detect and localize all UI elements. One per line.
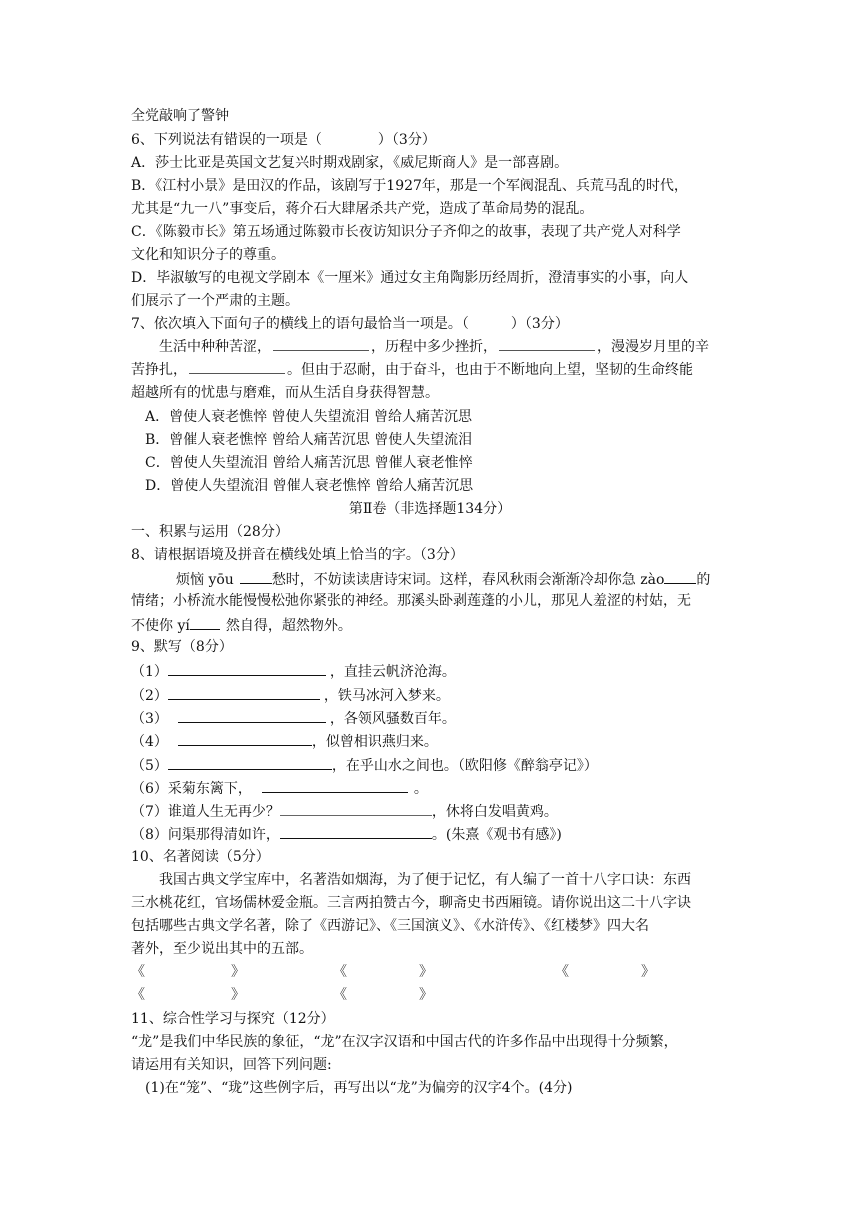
question-10-text: 我国古典文学宝库中，名著浩如烟海，为了便于记忆，有人编了一首十八字口诀：东西 xyxy=(159,872,691,888)
fill-blank[interactable] xyxy=(664,568,696,584)
book-title-slot[interactable] xyxy=(333,985,523,1005)
question-7-sentence-cont xyxy=(131,360,693,380)
option-a: A．曾使人衰老憔悴 曾使人失望流泪 曾给人痛苦沉思 xyxy=(145,409,473,425)
text-segment: ，似曾相识燕归来。 xyxy=(311,734,438,750)
question-7: 7、依次填入下面句子的横线上的语句最恰当一项是。（ ）（3分） xyxy=(131,316,569,332)
item-number: （4） xyxy=(131,734,168,750)
question-11-text: “龙”是我们中华民族的象征，“龙”在汉字汉语和中国古代的许多作品中出现得十分频繁， xyxy=(131,1034,678,1050)
fill-blank[interactable] xyxy=(189,361,285,374)
answer-row xyxy=(131,962,745,982)
text-segment: （6）采菊东篱下， xyxy=(131,781,252,797)
option-a: A．莎士比亚是英国文艺复兴时期戏剧家，《威尼斯商人》是一部喜剧。 xyxy=(131,155,569,171)
text-line: 全党敲响了警钟 xyxy=(131,108,229,124)
dictation-item xyxy=(131,777,428,799)
question-10: 10、名著阅读（5分） xyxy=(131,849,270,865)
question-8: 8、请根据语境及拼音在横线处填上恰当的字。（3分） xyxy=(131,547,464,563)
book-title-slot[interactable] xyxy=(333,962,555,982)
answer-row xyxy=(131,985,523,1005)
question-11: 11、综合性学习与探究（12分） xyxy=(131,1011,335,1027)
question-6: 6、下列说法有错误的一项是（ ）（3分） xyxy=(131,132,436,148)
book-title-slot[interactable] xyxy=(555,962,745,982)
fill-blank[interactable] xyxy=(168,684,320,700)
item-number: （1） xyxy=(131,664,168,680)
dictation-item xyxy=(131,754,598,776)
question-10-text: 三水桃花红，官场儒林爱金瓶。三言两拍赞古今，聊斋史书西厢镜。请你说出这二十八字诀 xyxy=(131,895,691,911)
text-segment: 然自得，超然物外。 xyxy=(225,618,352,634)
question-7-sentence-end: 超越所有的忧患与磨难，而从生活自身获得智慧。 xyxy=(131,385,439,401)
question-11-sub-1: (1)在“笼”、“珑”这些例字后，再写出以“龙”为偏旁的汉字4个。(4分) xyxy=(145,1080,573,1096)
fill-blank[interactable] xyxy=(280,800,432,816)
text-segment: ，各领风骚数百年。 xyxy=(329,711,456,727)
text-segment: 的 xyxy=(696,572,711,588)
fill-blank[interactable] xyxy=(499,338,595,351)
dictation-item xyxy=(131,823,562,845)
book-title-slot[interactable] xyxy=(131,985,321,1005)
fill-blank[interactable] xyxy=(280,823,432,839)
text-segment: ，漫漫岁月里的辛 xyxy=(597,339,709,355)
text-segment: 生活中种种苦涩， xyxy=(159,339,271,355)
open-bracket: 《 xyxy=(555,964,569,980)
section-heading: 一、积累与运用（28分） xyxy=(131,524,289,540)
text-segment: 烦恼 yōu xyxy=(176,572,234,588)
text-segment: 。但由于忍耐，由于奋斗，也由于不断地向上望，坚韧的生命终能 xyxy=(287,362,693,378)
book-title-slot[interactable] xyxy=(131,962,321,982)
fill-blank[interactable] xyxy=(273,338,369,351)
option-d-cont: 们展示了一个严肃的主题。 xyxy=(131,293,299,309)
question-8-text-cont: 情绪；小桥流水能慢慢松弛你紧张的神经。那溪头卧剥莲蓬的小儿，那见人羞涩的村姑，无 xyxy=(131,593,691,609)
fill-blank[interactable] xyxy=(178,707,326,723)
option-d: D．曾使人失望流泪 曾催人衰老憔悴 曾给人痛苦沉思 xyxy=(145,478,474,494)
open-bracket: 《 xyxy=(333,964,347,980)
fill-blank[interactable] xyxy=(262,777,408,793)
dictation-item xyxy=(131,707,456,729)
text-segment: （8）问渠那得清如许， xyxy=(131,827,280,843)
close-bracket: 》 xyxy=(231,987,245,1003)
open-bracket: 《 xyxy=(131,964,145,980)
question-10-text: 著外，至少说出其中的五部。 xyxy=(131,941,313,957)
text-segment: ，直挂云帆济沧海。 xyxy=(329,664,456,680)
option-b-cont: 尤其是“九一八”事变后，蒋介石大肆屠杀共产党，造成了革命局势的混乱。 xyxy=(131,201,594,217)
text-segment: 苦挣扎， xyxy=(131,362,187,378)
option-c-cont: 文化和知识分子的尊重。 xyxy=(131,247,285,263)
item-number: （5） xyxy=(131,758,168,774)
dictation-item xyxy=(131,730,438,752)
volume-heading: 第Ⅱ卷（非选择题134分） xyxy=(348,501,512,517)
dictation-item xyxy=(131,684,450,706)
option-c: C．《陈毅市长》第五场通过陈毅市长夜访知识分子齐仰之的故事，表现了共产党人对科学 xyxy=(131,224,681,240)
close-bracket: 》 xyxy=(419,964,433,980)
option-d: D．毕淑敏写的电视文学剧本《一厘米》通过女主角陶影历经周折，澄清事实的小事，向人 xyxy=(131,270,689,286)
fill-blank[interactable] xyxy=(168,754,332,770)
item-number: （2） xyxy=(131,688,168,704)
dictation-item xyxy=(131,800,558,822)
question-10-text: 包括哪些古典文学名著，除了《西游记》、《三国演义》、《水浒传》、《红楼梦》四大名 xyxy=(131,918,649,934)
dictation-item xyxy=(131,660,456,682)
text-segment: 愁时，不妨读读唐诗宋词。这样，春风秋雨会渐渐冷却你急 zào xyxy=(271,572,665,588)
close-bracket: 》 xyxy=(231,964,245,980)
question-11-text: 请运用有关知识，回答下列问题: xyxy=(131,1057,332,1073)
question-8-text-end xyxy=(131,614,352,636)
item-number: （3） xyxy=(131,711,168,727)
question-9: 9、默写（8分） xyxy=(131,639,233,655)
text-segment: （7）谁道人生无再少？ xyxy=(131,804,280,820)
text-segment: ，铁马冰河入梦来。 xyxy=(323,688,450,704)
text-segment: 不使你 yí xyxy=(131,618,190,634)
option-b: B．曾催人衰老憔悴 曾给人痛苦沉思 曾使人失望流泪 xyxy=(145,432,473,448)
text-segment: ，在乎山水之间也。（欧阳修《醉翁亭记》） xyxy=(331,758,598,774)
option-b: B．《江村小景》是田汉的作品，该剧写于1927年，那是一个军阀混乱、兵荒马乱的时代， xyxy=(131,178,688,194)
option-c: C．曾使人失望流泪 曾给人痛苦沉思 曾催人衰老惟悴 xyxy=(145,455,473,471)
fill-blank[interactable] xyxy=(168,660,326,676)
question-8-text xyxy=(176,568,710,590)
open-bracket: 《 xyxy=(131,987,145,1003)
close-bracket: 》 xyxy=(419,987,433,1003)
text-segment: ，历程中多少挫折， xyxy=(371,339,497,355)
fill-blank[interactable] xyxy=(190,614,220,630)
fill-blank[interactable] xyxy=(178,730,312,746)
text-segment: 。 xyxy=(413,781,428,797)
text-segment: ，休将白发唱黄鸡。 xyxy=(431,804,558,820)
question-7-sentence xyxy=(159,337,709,357)
text-segment: 。(朱熹《观书有感》) xyxy=(431,827,562,843)
fill-blank[interactable] xyxy=(240,568,272,584)
close-bracket: 》 xyxy=(641,964,655,980)
open-bracket: 《 xyxy=(333,987,347,1003)
